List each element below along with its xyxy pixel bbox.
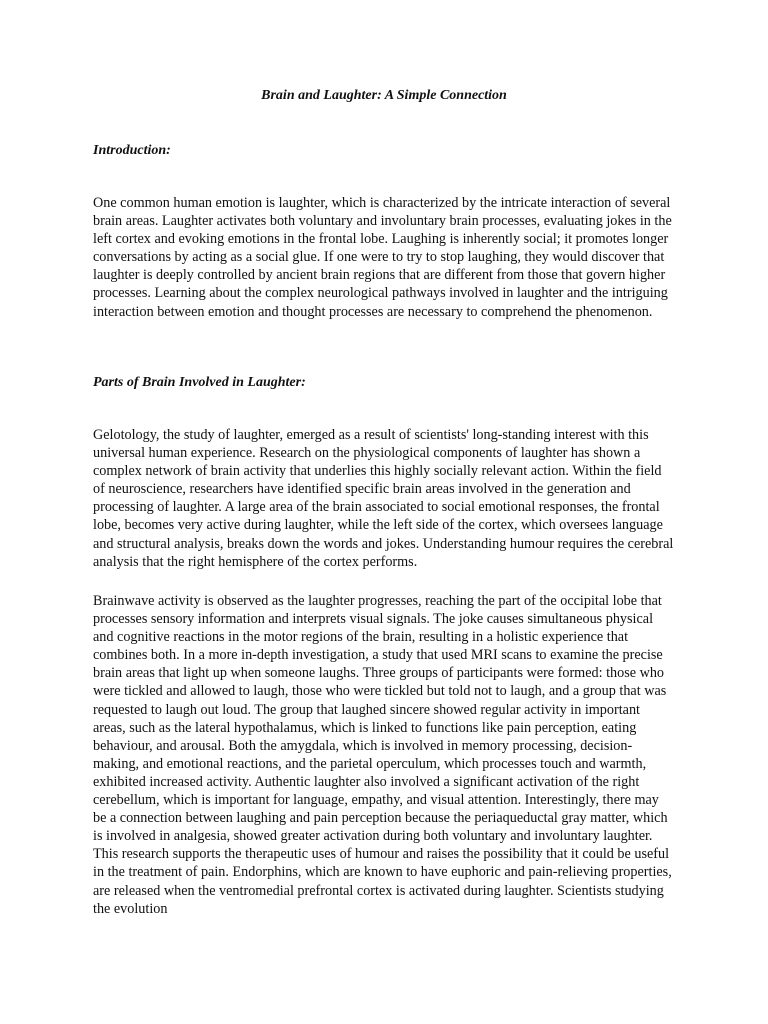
introduction-paragraph: One common human emotion is laughter, which is characterized by the intricate interaction of several brain areas. Laughter activates both voluntary and involuntary brain processes, evaluating jokes in the left cortex and evoking emotions in the frontal lobe. Laughing is inherently social; it promotes longer conversations by acting as a social glue. If one were to try to stop laughing, they would discover that laughter is deeply controlled by ancient brain regions that are different from those that govern higher processes. Learning about the complex neurological pathways involved in laughter and the intriguing interaction between emotion and thought processes are necessary to comprehend the phenomenon. — [93, 195, 672, 320]
brainwave-activity-paragraph: Brainwave activity is observed as the laughter progresses, reaching the part of the occipital lobe that processes sensory information and interprets visual signals. The joke causes simultaneous physical and cognitive reactions in the motor regions of the brain, resulting in a holistic experience that combines both. In a more in-depth investigation, a study that used MRI scans to examine the precise brain areas that light up when someone laughs. Three groups of participants were formed: those who were tickled and allowed to laugh, those who were tickled but told not to laugh, and a group that was requested to laugh out loud. The group that laughed sincere showed regular activity in important areas, such as the lateral hypothalamus, which is linked to functions like pain perception, eating behaviour, and arousal. Both the amygdala, which is involved in memory processing, decision-making, and emotional reactions, and the parietal operculum, which processes touch and warmth, exhibited increased activity. Authentic laughter also involved a significant activation of the right cerebellum, which is important for language, empathy, and visual attention. Interestingly, there may be a connection between laughing and pain perception because the periaqueductal gray matter, which is involved in analgesia, showed greater activation during both voluntary and involuntary laughter. This research supports the therapeutic uses of humour and raises the possibility that it could be useful in the treatment of pain. Endorphins, which are known to have euphoric and pain-relieving properties, are released when the ventromedial prefrontal cortex is activated during laughter. Scientists studying the evolution — [93, 593, 672, 917]
gelotology-paragraph: Gelotology, the study of laughter, emerged as a result of scientists' long-standing interest with this universal human experience. Research on the physiological components of laughter has shown a complex network of brain activity that underlies this highly socially relevant action. Within the field of neuroscience, researchers have identified specific brain areas involved in the generation and processing of laughter. A large area of the brain associated to social emotional responses, the frontal lobe, becomes very active during laughter, while the left side of the cortex, which oversees language and structural analysis, breaks down the words and jokes. Understanding humour requires the cerebral analysis that the right hemisphere of the cortex performs. — [93, 427, 674, 570]
section-heading-introduction: Introduction: — [93, 143, 171, 158]
document-title: Brain and Laughter: A Simple Connection — [261, 88, 507, 103]
section-heading-parts-of-brain: Parts of Brain Involved in Laughter: — [93, 375, 306, 390]
